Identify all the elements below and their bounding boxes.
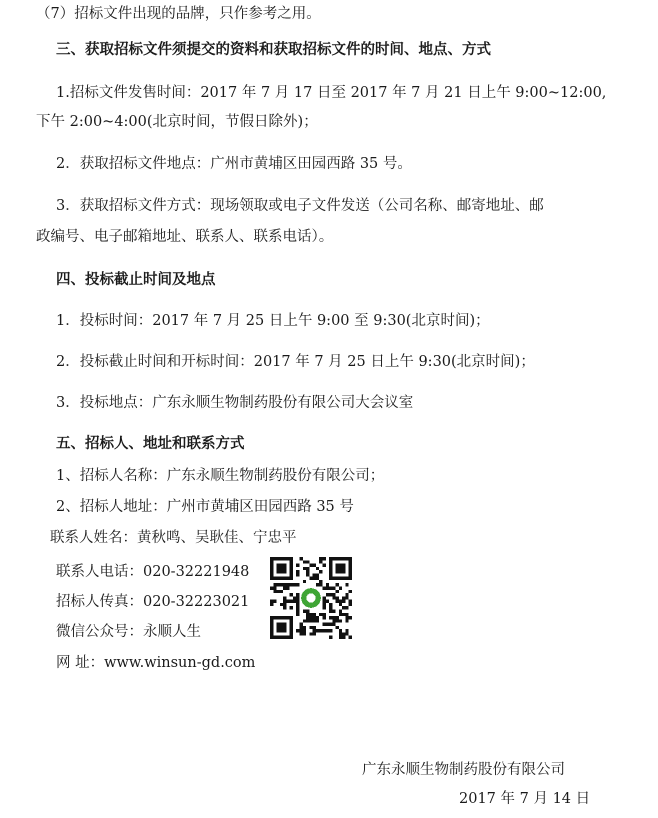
s4-item1: 1．投标时间：2017 年 7 月 25 日上午 9:00 至 9:30(北京时间)； bbox=[56, 313, 490, 329]
qr-code-graphic bbox=[270, 557, 352, 639]
signature-date: 2017 年 7 月 14 日 bbox=[459, 791, 591, 807]
s3-item2: 2．获取招标文件地点：广州市黄埔区田园西路 35 号。 bbox=[56, 156, 412, 172]
section-5-heading: 五、招标人、地址和联系方式 bbox=[56, 435, 245, 452]
s5-item1: 1、招标人名称：广东永顺生物制药股份有限公司； bbox=[56, 468, 385, 484]
s5-item2: 2、招标人地址：广州市黄埔区田园西路 35 号 bbox=[56, 499, 354, 515]
signature-company: 广东永顺生物制药股份有限公司 bbox=[362, 762, 565, 778]
s3-item3-line1: 3．获取招标文件方式：现场领取或电子文件发送（公司名称、邮寄地址、邮 bbox=[56, 198, 544, 214]
tender-fax: 招标人传真：020-32223021 bbox=[56, 594, 250, 610]
website: 网 址：www.winsun-gd.com bbox=[56, 655, 256, 671]
section-3-heading: 三、获取招标文件须提交的资料和获取招标文件的时间、地点、方式 bbox=[56, 41, 491, 58]
contact-names: 联系人姓名：黄秋鸣、吴耿佳、宁忠平 bbox=[50, 530, 297, 546]
qr-code-icon bbox=[270, 557, 352, 639]
s3-item1-line2: 下午 2:00~4:00(北京时间，节假日除外)； bbox=[36, 114, 318, 130]
wechat-account: 微信公众号：永顺人生 bbox=[56, 624, 201, 640]
s4-item2: 2．投标截止时间和开标时间：2017 年 7 月 25 日上午 9:30(北京时间)； bbox=[56, 354, 535, 370]
section-4-heading: 四、投标截止时间及地点 bbox=[56, 271, 216, 288]
contact-phone: 联系人电话：020-32221948 bbox=[56, 564, 250, 580]
s4-item3: 3．投标地点：广东永顺生物制药股份有限公司大会议室 bbox=[56, 395, 414, 411]
s3-item3-line2: 政编号、电子邮箱地址、联系人、联系电话）。 bbox=[36, 229, 334, 245]
item-7-brand-note: （7）招标文件出现的品牌，只作参考之用。 bbox=[36, 6, 321, 22]
s3-item1-line1: 1.招标文件发售时间：2017 年 7 月 17 日至 2017 年 7 月 21 日上午 9:00~12:00, bbox=[56, 85, 607, 101]
